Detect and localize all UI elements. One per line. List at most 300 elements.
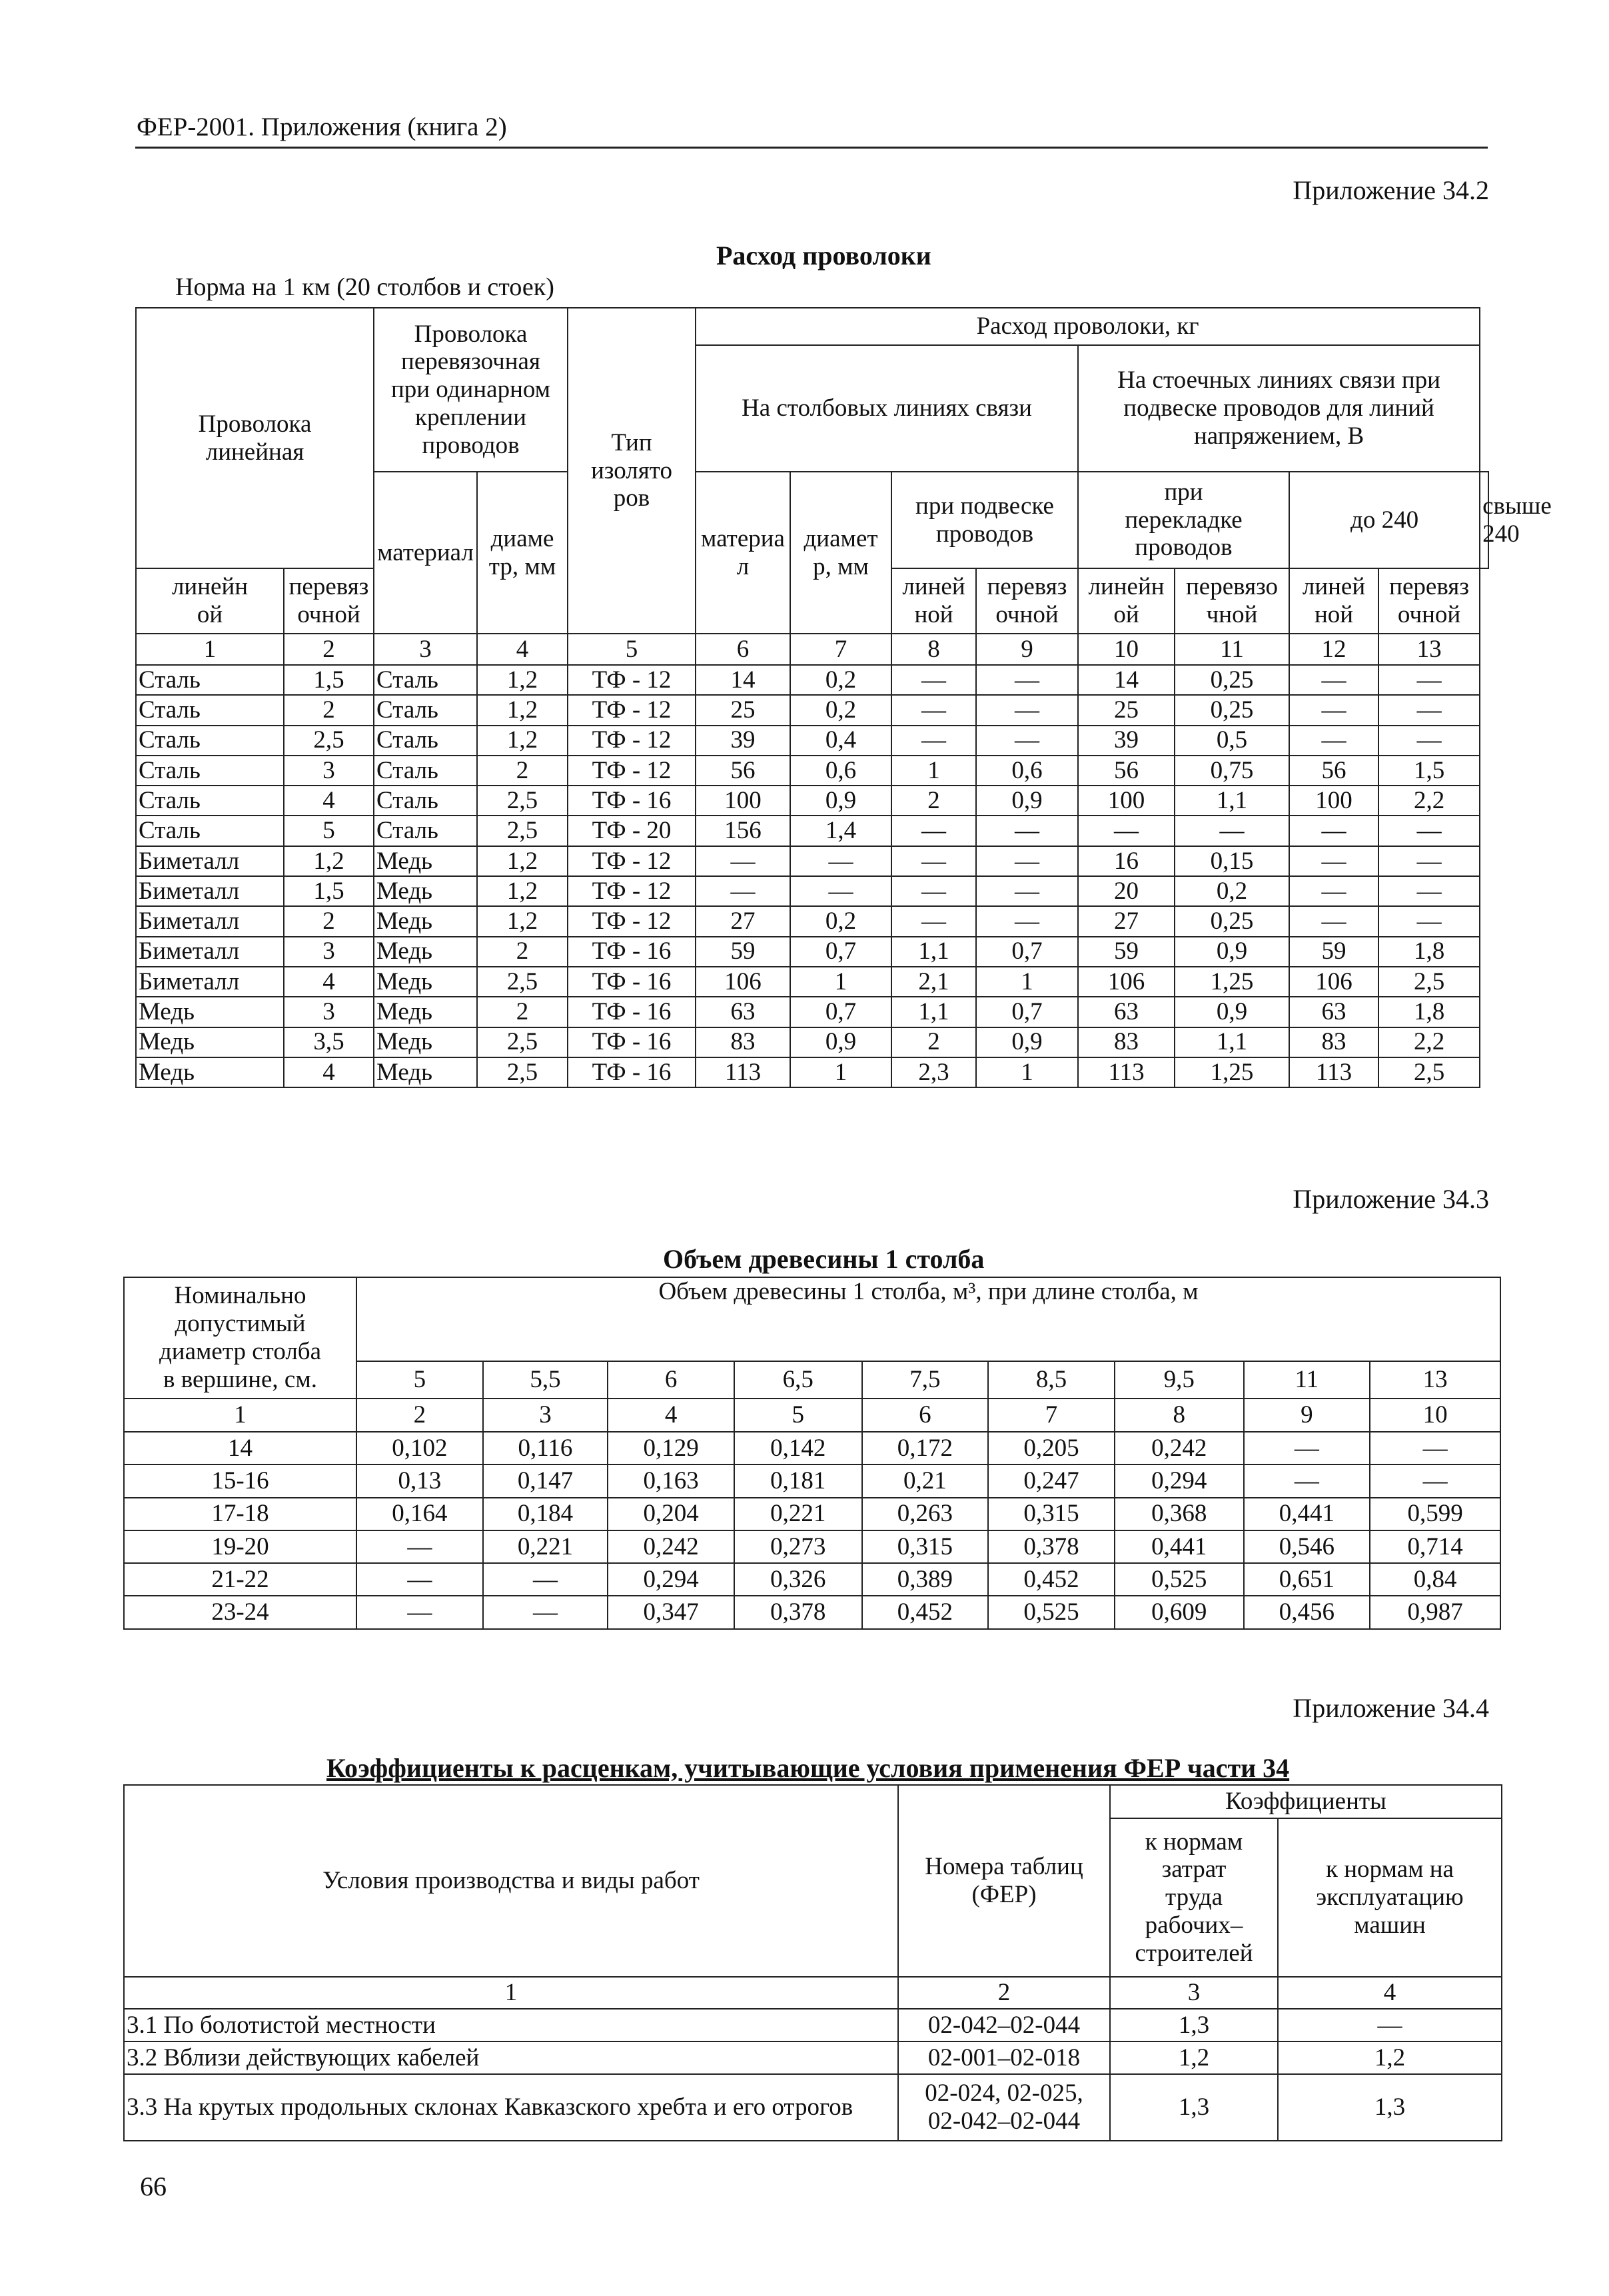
table-cell: 11 [1175,634,1289,665]
table-cell: Биметалл [136,937,284,967]
table-cell: — [976,726,1078,756]
table-cell: 1,8 [1378,937,1480,967]
table-cell: 0,651 [1244,1563,1370,1596]
table-cell: 0,452 [862,1596,989,1628]
table-cell: 2 [891,786,976,816]
table-cell: 56 [1078,756,1175,786]
header-cell: Расход проволоки, кг [696,308,1480,345]
table-cell: 3.2 Вблизи действующих кабелей [124,2041,898,2074]
table-cell: — [1378,726,1480,756]
running-header: ФЕР-2001. Приложения (книга 2) [137,113,507,141]
table-cell: 0,599 [1370,1498,1500,1530]
table-row [136,1027,1488,1057]
wood-volume-table [123,1277,1501,1630]
table-cell: 0,221 [483,1530,608,1563]
table-cell: 56 [696,756,790,786]
table-cell: 0,13 [356,1464,483,1497]
table-cell: 63 [1289,997,1378,1027]
table-cell: 0,9 [790,786,891,816]
header-cell: при подвеске проводов [891,472,1078,568]
table-cell: 2,5 [477,1057,568,1087]
table-cell: — [356,1563,483,1596]
table-cell: 1,1 [1175,786,1289,816]
table-cell: 3 [284,937,374,967]
table-cell: — [1289,876,1378,906]
header-cell: к нормам затрат труда рабочих– строителей [1110,1818,1278,1977]
table-cell: Сталь [136,665,284,695]
table-cell: 2 [477,937,568,967]
table-cell: — [891,846,976,876]
table-cell: ТФ - 16 [568,967,696,997]
table-cell: 1 [124,1399,356,1432]
table-cell: 8 [1115,1399,1244,1432]
table-cell: 0,21 [862,1464,989,1497]
table-cell: 2,5 [477,786,568,816]
table-cell: — [1244,1432,1370,1464]
table-cell: 0,294 [608,1563,734,1596]
coefficients-table [123,1784,1502,2141]
header-cell: перевяз очной [976,568,1078,634]
table-cell: — [1370,1464,1500,1497]
header-cell: до 240 [1289,472,1480,568]
table-cell: 113 [1078,1057,1175,1087]
column-number-row [124,1977,1502,2009]
table-cell: 0,164 [356,1498,483,1530]
table-cell: 10 [1370,1399,1500,1432]
table-cell: 1 [136,634,284,665]
header-cell: 11 [1244,1361,1370,1399]
table-cell: 1,2 [477,876,568,906]
table-cell: 3,5 [284,1027,374,1057]
table-cell: Сталь [374,665,477,695]
table-cell: — [891,665,976,695]
table-cell: 0,714 [1370,1530,1500,1563]
header-cell: Коэффициенты [1110,1785,1502,1818]
table-cell: 0,389 [862,1563,989,1596]
table-cell: 3.3 На крутых продольных склонах Кавказского хребта и его отрогов [124,2074,898,2141]
table-cell: — [790,846,891,876]
header-cell: Проволока линейная [136,308,374,568]
table-cell: — [976,665,1078,695]
table-cell: ТФ - 16 [568,937,696,967]
header-cell: линей ной [1289,568,1378,634]
table-cell: 02-024, 02-025, 02-042–02-044 [898,2074,1110,2141]
table-cell: — [790,876,891,906]
table-row [136,665,1488,695]
table-cell: 3 [1110,1977,1278,2009]
table-cell: — [976,695,1078,725]
table-cell: Медь [374,937,477,967]
table-cell: 2 [898,1977,1110,2009]
table-row [136,846,1488,876]
table-cell: 0,525 [1115,1563,1244,1596]
table-cell: 0,184 [483,1498,608,1530]
table-row [136,726,1488,756]
header-cell: Условия производства и виды работ [124,1785,898,1977]
header-cell: перевяз очной [284,568,374,634]
table-cell: 156 [696,816,790,846]
table-cell: 3 [284,756,374,786]
table-cell: 2,2 [1378,786,1480,816]
table-cell: ТФ - 12 [568,665,696,695]
table-cell: — [1378,876,1480,906]
table-cell: — [483,1596,608,1628]
table-cell: 8 [891,634,976,665]
table-cell: 2 [477,997,568,1027]
table-cell: 83 [1078,1027,1175,1057]
table-cell: — [891,906,976,936]
table-cell: Медь [136,997,284,1027]
column-number-row [124,1399,1500,1432]
header-cell: На столбовых линиях связи [696,345,1078,472]
table-cell: Сталь [136,816,284,846]
table-cell: 19-20 [124,1530,356,1563]
table-cell: 14 [1078,665,1175,695]
table-cell: 2 [477,756,568,786]
table-cell: 02-001–02-018 [898,2041,1110,2074]
appendix-label: Приложение 34.4 [1293,1693,1489,1723]
table-cell: — [1278,2009,1502,2041]
header-cell: 9,5 [1115,1361,1244,1399]
table-cell: — [1378,906,1480,936]
table-cell: — [1378,816,1480,846]
table-cell: ТФ - 12 [568,726,696,756]
table-cell: 1,3 [1110,2074,1278,2141]
table-cell: 2,2 [1378,1027,1480,1057]
table-cell: 0,546 [1244,1530,1370,1563]
table-cell: 56 [1289,756,1378,786]
table-cell: 25 [696,695,790,725]
table-cell: Медь [374,997,477,1027]
table-cell: 27 [1078,906,1175,936]
wire-consumption-table [135,307,1552,1088]
table-cell: — [976,816,1078,846]
table-cell: 1,1 [891,997,976,1027]
table-cell: 1,8 [1378,997,1480,1027]
table-cell: 0,7 [976,937,1078,967]
table-cell: 83 [1289,1027,1378,1057]
table-row [136,756,1488,786]
table-cell: 1,5 [1378,756,1480,786]
table-cell: 1,1 [891,937,976,967]
table-cell: Медь [136,1027,284,1057]
table-cell: 5 [284,816,374,846]
table-cell: — [1289,665,1378,695]
table-cell: Биметалл [136,876,284,906]
table-cell: 0,221 [734,1498,862,1530]
table-cell: 0,9 [1175,937,1289,967]
table-cell: 0,142 [734,1432,862,1464]
table-cell: 13 [1378,634,1480,665]
table-cell: 27 [696,906,790,936]
table-cell: — [1175,816,1289,846]
table-cell: 3.1 По болотистой местности [124,2009,898,2041]
table-cell: 16 [1078,846,1175,876]
table-cell: — [696,876,790,906]
header-cell: Объем древесины 1 столба, м³, при длине столба, м [356,1277,1500,1361]
table-cell: — [483,1563,608,1596]
table-cell: 113 [696,1057,790,1087]
table-cell: ТФ - 16 [568,1057,696,1087]
table-cell: 0,25 [1175,906,1289,936]
table-cell: — [1078,816,1175,846]
table-cell: 1 [790,967,891,997]
table-cell: 4 [284,786,374,816]
table-cell: 20 [1078,876,1175,906]
header-cell: 13 [1370,1361,1500,1399]
table-cell: 0,2 [790,665,891,695]
header-cell: Номера таблиц (ФЕР) [898,1785,1110,1977]
table-cell: 0,609 [1115,1596,1244,1628]
table-cell: 0,7 [790,937,891,967]
table-cell: 0,441 [1115,1530,1244,1563]
table-cell: 106 [696,967,790,997]
table-cell: 1,3 [1278,2074,1502,2141]
table-cell: 1,25 [1175,967,1289,997]
table-cell: 3 [284,997,374,1027]
table-cell: — [356,1530,483,1563]
table-cell: 0,102 [356,1432,483,1464]
table-cell: 3 [483,1399,608,1432]
table-cell: 14 [124,1432,356,1464]
header-cell: 7,5 [862,1361,989,1399]
table-cell: 0,2 [790,695,891,725]
table-cell: — [891,726,976,756]
table-cell: — [1289,906,1378,936]
table-cell: 2,3 [891,1057,976,1087]
table-cell: Медь [374,906,477,936]
table-cell: 0,2 [790,906,891,936]
section-title: Расход проволоки [716,241,931,271]
table-cell: 0,368 [1115,1498,1244,1530]
table-row [136,906,1488,936]
table-cell: 0,987 [1370,1596,1500,1628]
table-cell: 0,315 [862,1530,989,1563]
table-cell: — [891,816,976,846]
table-cell: 6 [696,634,790,665]
table-cell: 1,5 [284,665,374,695]
table-cell: Сталь [374,786,477,816]
table-cell: 0,116 [483,1432,608,1464]
table-cell: 0,378 [734,1596,862,1628]
table-cell: 0,9 [1175,997,1289,1027]
section-title: Коэффициенты к расценкам, учитывающие условия применения ФЕР части 34 [326,1753,1290,1783]
table-row [124,2074,1502,2141]
table-cell: 1,2 [284,846,374,876]
table-cell: 1 [891,756,976,786]
table-cell: 0,129 [608,1432,734,1464]
table-row [124,1530,1500,1563]
table-cell: 0,205 [988,1432,1115,1464]
table-cell: 9 [976,634,1078,665]
table-cell: 59 [696,937,790,967]
header-rule [135,147,1488,149]
header-cell: свыше 240 [1480,472,1488,568]
header-cell: материал [374,472,477,634]
table-cell: 0,315 [988,1498,1115,1530]
table-cell: 4 [1278,1977,1502,2009]
table-cell: 2 [284,634,374,665]
table-cell: 0,204 [608,1498,734,1530]
table-cell: Медь [374,967,477,997]
table-cell: 7 [988,1399,1115,1432]
table-cell: Биметалл [136,967,284,997]
table-row [136,816,1488,846]
table-row [124,1563,1500,1596]
table-cell: 0,25 [1175,665,1289,695]
table-cell: 1,2 [477,665,568,695]
table-cell: 0,9 [790,1027,891,1057]
table-cell: 59 [1078,937,1175,967]
table-cell: — [1378,665,1480,695]
table-cell: 113 [1289,1057,1378,1087]
header-cell: Тип изолято ров [568,308,696,634]
table-cell: 0,294 [1115,1464,1244,1497]
table-cell: 59 [1289,937,1378,967]
table-row [124,1464,1500,1497]
table-cell: 9 [1244,1399,1370,1432]
table-cell: 2,5 [477,967,568,997]
table-cell: 0,147 [483,1464,608,1497]
header-cell: к нормам на эксплуатацию машин [1278,1818,1502,1977]
table-cell: 39 [696,726,790,756]
table-cell: — [891,876,976,906]
table-cell: 02-042–02-044 [898,2009,1110,2041]
table-cell: 1,4 [790,816,891,846]
header-cell: линейн ой [136,568,284,634]
header-cell: 5,5 [483,1361,608,1399]
table-cell: 0,273 [734,1530,862,1563]
table-cell: ТФ - 20 [568,816,696,846]
table-cell: 2,5 [1378,1057,1480,1087]
table-row [124,1596,1500,1628]
table-cell: 0,181 [734,1464,862,1497]
table-cell: 1,2 [1110,2041,1278,2074]
table-cell: Сталь [374,695,477,725]
table-cell: 17-18 [124,1498,356,1530]
table-cell: 23-24 [124,1596,356,1628]
table-cell: 0,7 [976,997,1078,1027]
table-cell: 0,6 [976,756,1078,786]
table-cell: 3 [374,634,477,665]
table-cell: 2 [891,1027,976,1057]
header-cell: диамет р, мм [790,472,891,634]
table-cell: — [1289,726,1378,756]
table-cell: 0,15 [1175,846,1289,876]
table-cell: 0,7 [790,997,891,1027]
table-cell: Сталь [136,726,284,756]
table-cell: 2,5 [1378,967,1480,997]
section-title: Объем древесины 1 столба [663,1244,985,1274]
table-cell: 0,9 [976,1027,1078,1057]
table-cell: 63 [696,997,790,1027]
table-cell: 0,525 [988,1596,1115,1628]
table-row [136,997,1488,1027]
table-cell: 21-22 [124,1563,356,1596]
table-cell: 106 [1289,967,1378,997]
table-cell: 5 [568,634,696,665]
table-cell: — [976,846,1078,876]
table-cell: Биметалл [136,906,284,936]
table-cell: 0,84 [1370,1563,1500,1596]
table-cell: 1,2 [477,906,568,936]
table-cell: — [696,846,790,876]
table-cell: — [976,906,1078,936]
table-cell: Сталь [374,756,477,786]
table-cell: 6 [862,1399,989,1432]
header-cell: при перекладке проводов [1078,472,1289,568]
header-cell: На стоечных линиях связи при подвеске проводов для линий напряжением, В [1078,345,1480,472]
table-cell: ТФ - 12 [568,876,696,906]
table-cell: 1 [124,1977,898,2009]
table-cell: Медь [374,846,477,876]
table-cell: ТФ - 16 [568,997,696,1027]
table-cell: ТФ - 12 [568,756,696,786]
table-cell: 1,25 [1175,1057,1289,1087]
table-cell: Медь [374,876,477,906]
table-cell: 0,263 [862,1498,989,1530]
table-cell: 0,347 [608,1596,734,1628]
table-row [136,1057,1488,1087]
table-cell: 15-16 [124,1464,356,1497]
table-cell: 4 [477,634,568,665]
table-cell: 0,2 [1175,876,1289,906]
table-cell: 1,2 [1278,2041,1502,2074]
table-cell: 0,4 [790,726,891,756]
table-cell: 2,1 [891,967,976,997]
header-cell: перевязо чной [1175,568,1289,634]
table-cell: 0,378 [988,1530,1115,1563]
table-cell: 0,456 [1244,1596,1370,1628]
header-cell: Проволока перевязочная при одинарном креплении проводов [374,308,568,472]
page-number: 66 [140,2171,167,2201]
table-cell: 0,75 [1175,756,1289,786]
table-cell: 1,2 [477,695,568,725]
table-cell: 0,247 [988,1464,1115,1497]
table-row [136,786,1488,816]
table-cell: 2 [284,906,374,936]
table-cell: 1,5 [284,876,374,906]
table-cell: 2,5 [477,1027,568,1057]
table-cell: — [891,695,976,725]
table-cell: 1,3 [1110,2009,1278,2041]
table-cell: 10 [1078,634,1175,665]
table-cell: 7 [790,634,891,665]
table-cell: 4 [284,1057,374,1087]
table-row [124,1498,1500,1530]
header-cell: перевяз очной [1378,568,1480,634]
table-cell: 0,242 [608,1530,734,1563]
table-cell: 2 [356,1399,483,1432]
table-cell: 83 [696,1027,790,1057]
appendix-label: Приложение 34.3 [1293,1184,1489,1214]
table-cell: 100 [1078,786,1175,816]
table-cell: 1 [976,1057,1078,1087]
table-cell: — [1289,846,1378,876]
table-cell: 2 [284,695,374,725]
table-cell: Сталь [374,726,477,756]
table-cell: ТФ - 12 [568,695,696,725]
table-row [124,1432,1500,1464]
header-cell: 5 [356,1361,483,1399]
table-cell: 0,163 [608,1464,734,1497]
table-cell: 1,1 [1175,1027,1289,1057]
table-cell: 100 [1289,786,1378,816]
table-cell: ТФ - 12 [568,906,696,936]
table-cell: ТФ - 16 [568,1027,696,1057]
table-cell: — [1289,816,1378,846]
table-cell: 2,5 [284,726,374,756]
